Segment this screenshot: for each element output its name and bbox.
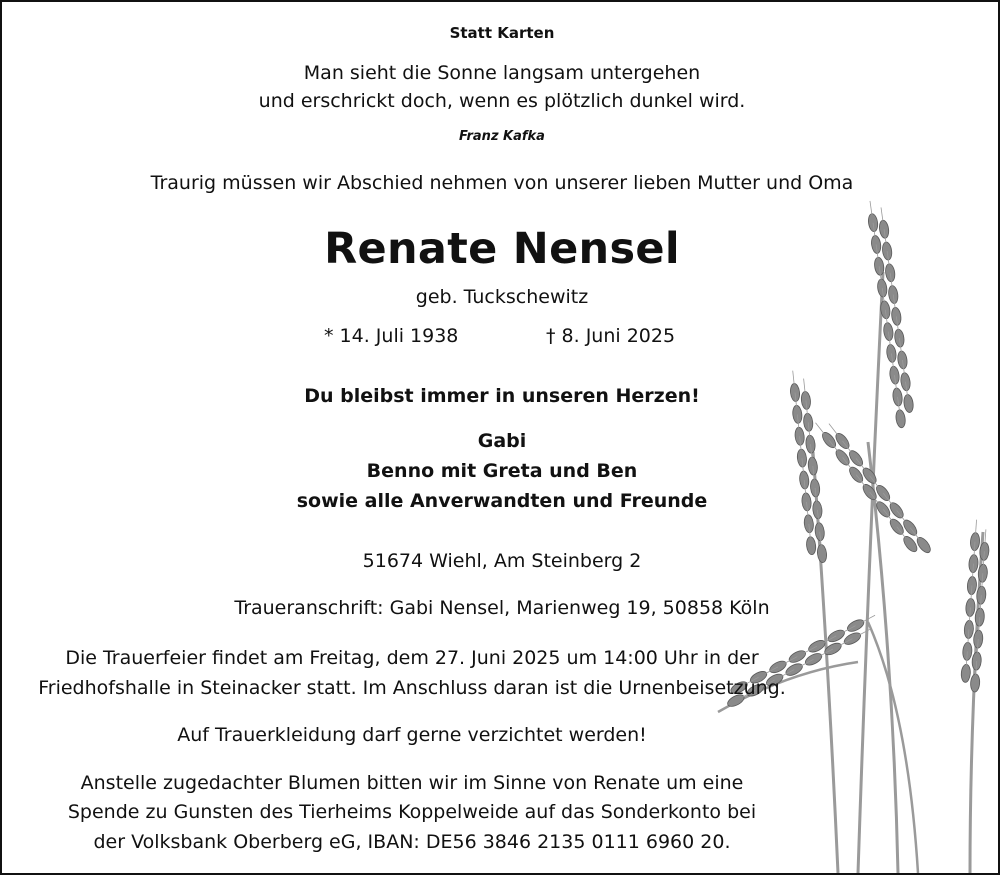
- ceremony-line-1: Die Trauerfeier findet am Freitag, dem 27. Juni 2025 um 14:00 Uhr in der: [65, 647, 759, 669]
- mourners-line-2: Benno mit Greta und Ben: [366, 460, 638, 482]
- donation-line-2: Spende zu Gunsten des Tierheims Koppelweide auf das Sonderkonto bei: [67, 801, 757, 823]
- dress-note: Auf Trauerkleidung darf gerne verzichtet werden!: [177, 724, 647, 746]
- mourners-line-1: Gabi: [477, 430, 527, 452]
- ceremony-line-2: Friedhofshalle in Steinacker statt. Im Anschluss daran ist die Urnenbeisetzung.: [38, 677, 786, 699]
- donation-line-1: Anstelle zugedachter Blumen bitten wir im Sinne von Renate um eine: [80, 772, 744, 794]
- quote-author: Franz Kafka: [459, 129, 545, 144]
- mourning-address: Traueranschrift: Gabi Nensel, Marienweg 19, 50858 Köln: [234, 597, 770, 619]
- motto: Du bleibst immer in unseren Herzen!: [304, 385, 700, 407]
- deceased-name: Renate Nensel: [324, 224, 680, 274]
- death-date: † 8. Juni 2025: [546, 325, 676, 347]
- intro-text: Traurig müssen wir Abschied nehmen von unserer lieben Mutter und Oma: [150, 172, 854, 194]
- mourners-line-3: sowie alle Anverwandten und Freunde: [296, 490, 708, 512]
- donation-line-3: der Volksbank Oberberg eG, IBAN: DE56 3846 2135 0111 6960 20.: [93, 831, 731, 853]
- home-address: 51674 Wiehl, Am Steinberg 2: [362, 550, 642, 572]
- birth-date: * 14. Juli 1938: [324, 325, 459, 347]
- quote-line-2: und erschrickt doch, wenn es plötzlich dunkel wird.: [258, 90, 746, 112]
- life-dates: [2, 325, 1000, 355]
- quote-line-1: Man sieht die Sonne langsam untergehen: [303, 62, 701, 84]
- statt-karten-label: Statt Karten: [449, 24, 555, 42]
- birth-name: geb. Tuckschewitz: [415, 286, 589, 308]
